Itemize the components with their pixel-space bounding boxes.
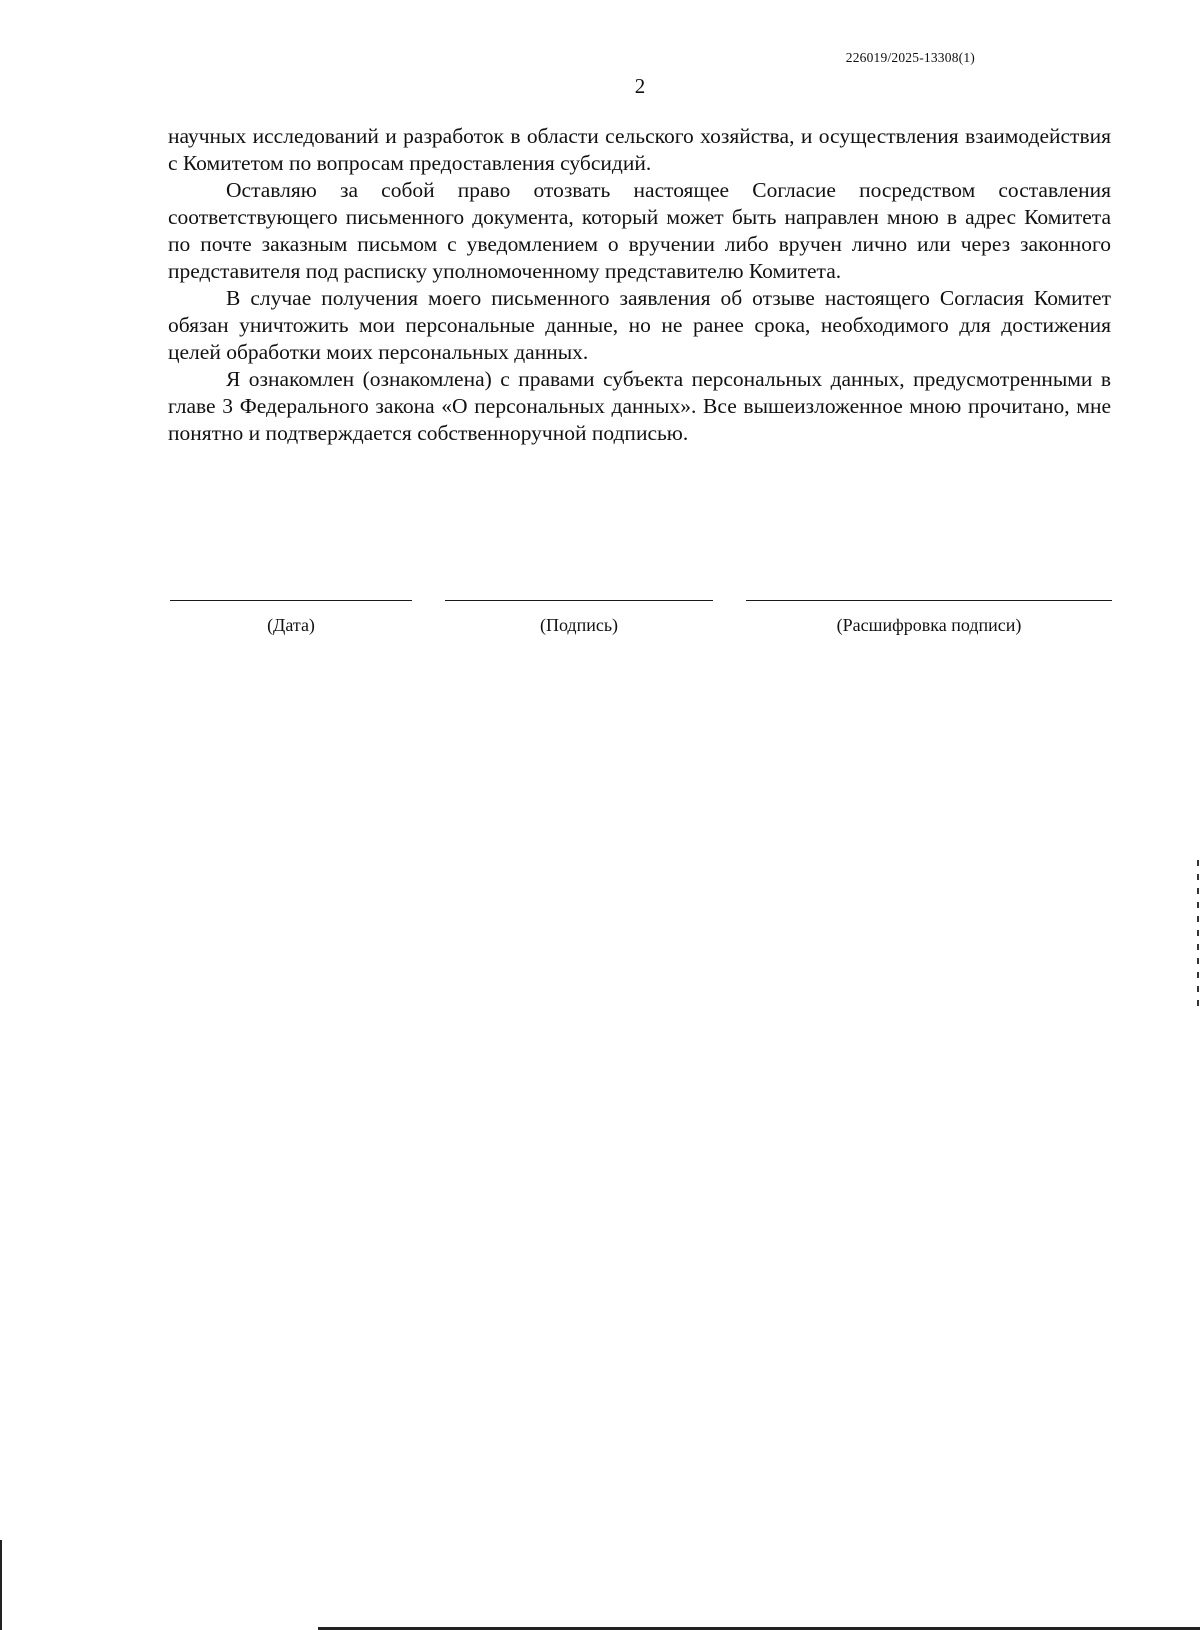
paragraph-continuation: научных исследований и разработок в области сельского хозяйства, и осуществления взаимодействия с Комитетом по вопросам предоставления субсидий. [168,124,1111,175]
signature-decode-label: (Расшифровка подписи) [836,615,1022,635]
scan-edge-left [0,1540,2,1630]
page-number: 2 [634,74,646,98]
document-id: 226019/2025-13308(1) [845,50,975,65]
signature-decode-line [746,600,1112,601]
signature-line [445,600,713,601]
paragraph-withdrawal-right: Оставляю за собой право отозвать настоящее Согласие посредством составления соответствующего письменного документа, который может быть направлен мною в адрес Комитета по почте заказным письмом с уведомлением о вручении либо вручен лично или через законного представителя под расписку уполномоченному представителю Комитета. [168,178,1111,283]
signature-label: (Подпись) [539,615,619,635]
document-body [168,123,1111,447]
paragraph-acknowledgement: Я ознакомлен (ознакомлена) с правами субъекта персональных данных, предусмотренными в главе 3 Федерального закона «О персональных данных». Все вышеизложенное мною прочитано, мне понятно и подтверждается собственноручной подписью. [168,367,1111,445]
paragraph-data-destruction: В случае получения моего письменного заявления об отзыве настоящего Согласия Комитет обязан уничтожить мои персональные данные, но не ранее срока, необходимого для достижения целей обработки моих персональных данных. [168,286,1111,364]
scan-edge-right [1197,860,1199,1010]
date-signature-line [170,600,412,601]
date-label: (Дата) [267,615,315,635]
